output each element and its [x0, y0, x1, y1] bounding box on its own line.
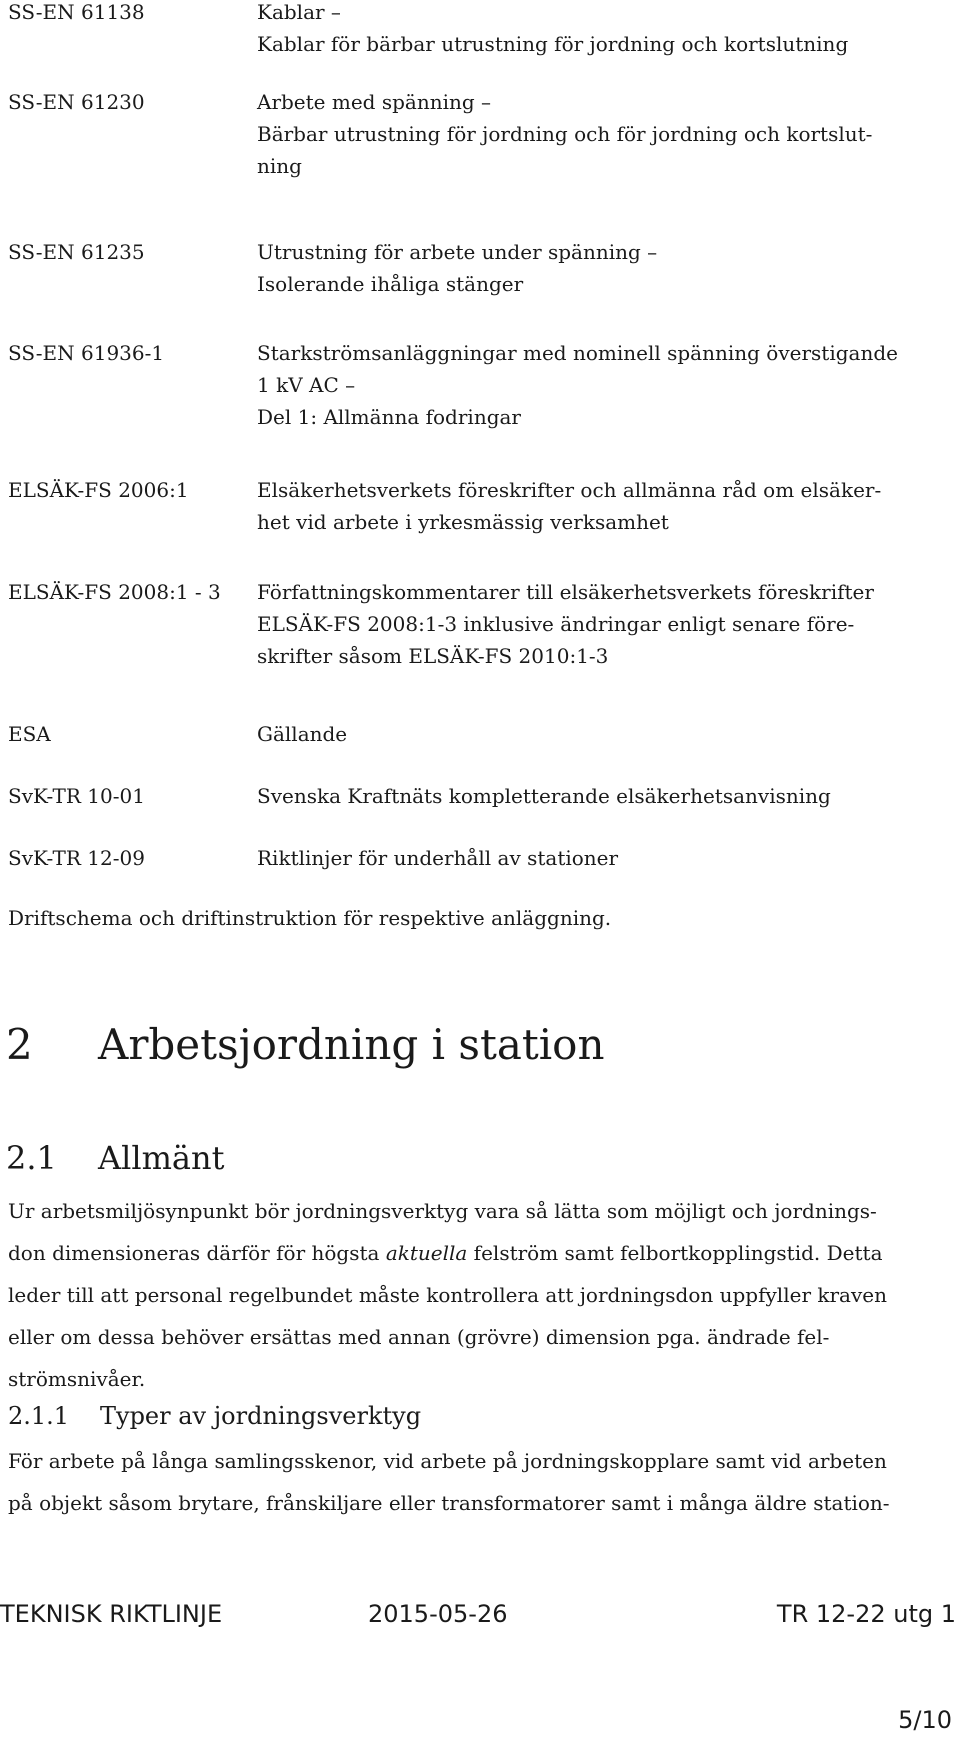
subsection-heading: [6, 1139, 224, 1177]
reference-code: SvK-TR 10-01: [8, 784, 145, 808]
reference-title: Arbete med spänning – Bärbar utrustning för jordning och för jordning och kortslut- ning: [257, 90, 873, 178]
subsection-number: 2.1: [6, 1139, 57, 1177]
reference-title: Riktlinjer för underhåll av stationer: [257, 846, 619, 870]
reference-code: ELSÄK-FS 2006:1: [8, 478, 189, 502]
reference-code: ESA: [8, 722, 51, 746]
subsubsection-heading: [8, 1402, 421, 1430]
reference-title: Författningskommentarer till elsäkerhetsverkets föreskrifter ELSÄK-FS 2008:1-3 inklusive ändringar enligt senare före- skrifter såsom ELSÄK-FS 2010:1-3: [257, 580, 874, 668]
footer-doc-type: TEKNISK RIKTLINJE: [0, 1600, 223, 1628]
reference-title: Starkströmsanläggningar med nominell spänning överstigande 1 kV AC – Del 1: Allmänna fodringar: [257, 341, 898, 429]
operating-note: Driftschema och driftinstruktion för respektive anläggning.: [8, 906, 612, 930]
section-number: 2: [6, 1020, 33, 1069]
reference-code: SvK-TR 12-09: [8, 846, 145, 870]
reference-title: Kablar – Kablar för bärbar utrustning för jordning och kortslutning: [257, 0, 849, 56]
subsection-title: Allmänt: [98, 1139, 225, 1177]
section-title: Arbetsjordning i station: [98, 1020, 605, 1069]
reference-title: Elsäkerhetsverkets föreskrifter och allmänna råd om elsäker- het vid arbete i yrkesmässig verksamhet: [257, 478, 882, 534]
reference-title: Utrustning för arbete under spänning – Isolerande ihåliga stänger: [257, 240, 658, 296]
reference-title: Gällande: [257, 722, 348, 746]
reference-code: SS-EN 61235: [8, 240, 145, 264]
footer-doc-id: TR 12-22 utg 1: [776, 1600, 956, 1628]
subsubsection-number: 2.1.1: [8, 1402, 70, 1430]
reference-code: SS-EN 61230: [8, 90, 145, 114]
reference-code: ELSÄK-FS 2008:1 - 3: [8, 580, 221, 604]
page-number: 5/10: [898, 1706, 952, 1734]
reference-title: Svenska Kraftnäts kompletterande elsäkerhetsanvisning: [257, 784, 831, 808]
emphasis-aktuella: aktuella: [385, 1241, 468, 1265]
reference-code: SS-EN 61936-1: [8, 341, 165, 365]
section-heading: [6, 1020, 605, 1069]
subsubsection-title: Typer av jordningsverktyg: [100, 1402, 422, 1430]
reference-code: SS-EN 61138: [8, 0, 145, 24]
paragraph-general: Ur arbetsmiljösynpunkt bör jordningsverktyg vara så lätta som möjligt och jordnings- don dimensioneras därför för högsta aktuella felström samt felbortkopplingstid. Detta leder till att personal regelbundet måste kontrollera att jordningsdon uppfyller kraven eller om dessa behöver ersättas med annan (grövre) dimension pga. ändrade fel- strömsnivåer.: [8, 1199, 887, 1391]
paragraph-types: För arbete på långa samlingsskenor, vid arbete på jordningskopplare samt vid arbeten på objekt såsom brytare, frånskiljare eller transformatorer samt i många äldre station-: [8, 1449, 890, 1515]
footer-date: 2015-05-26: [368, 1600, 508, 1628]
